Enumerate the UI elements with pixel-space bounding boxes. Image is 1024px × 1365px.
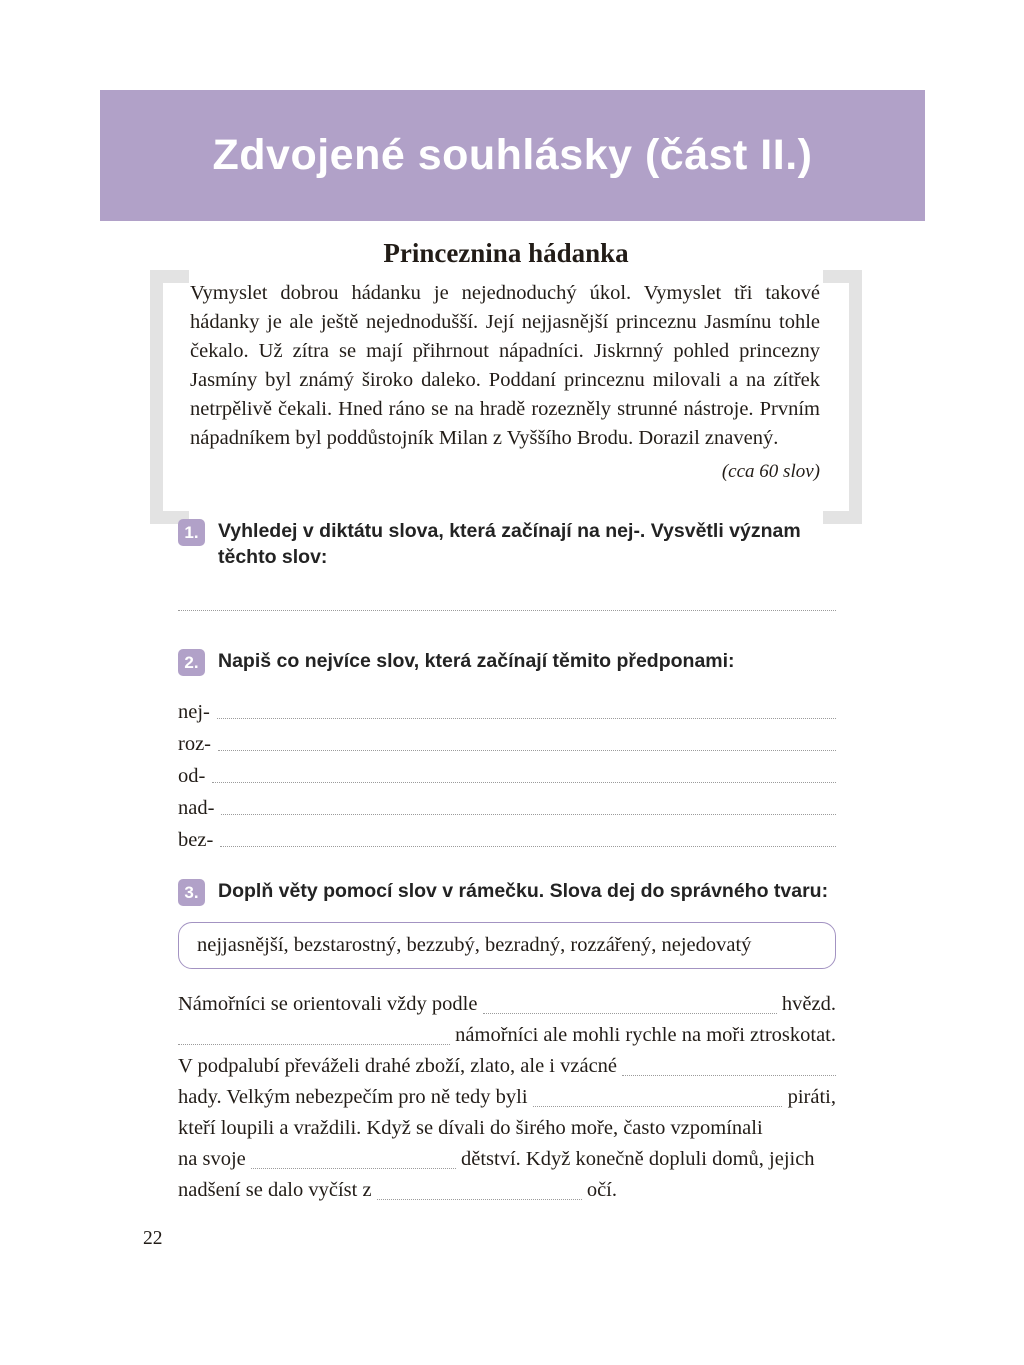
left-bracket-decoration — [150, 270, 189, 524]
fill-blank[interactable] — [533, 1106, 783, 1107]
exercise-1-instruction: Vyhledej v diktátu slova, která začínají na nej-. Vysvětli význam těchto slov: — [218, 520, 801, 568]
chapter-banner — [100, 90, 925, 221]
prefix-label: od- — [178, 765, 206, 787]
fill-text: hvězd. — [776, 993, 836, 1015]
exercise-3-header — [178, 878, 836, 906]
exercise-2-instruction: Napiš co nejvíce slov, která začínají těmito předponami: — [218, 650, 735, 672]
fill-blank[interactable] — [178, 1044, 450, 1045]
word-box-words: nejjasnější, bezstarostný, bezzubý, bezradný, rozzářený, nejedovatý — [197, 934, 752, 956]
fill-text: Námořníci se orientovali vždy podle — [178, 993, 483, 1015]
dictation-title: Princeznina hádanka — [383, 238, 629, 268]
word-count-note: (cca 60 slov) — [721, 461, 820, 482]
exercise-1 — [178, 518, 836, 611]
answer-line[interactable] — [218, 750, 836, 751]
dictation-body — [150, 279, 862, 483]
exercise-3-instruction: Doplň věty pomocí slov v rámečku. Slova dej do správného tvaru: — [218, 880, 829, 902]
prefix-label: bez- — [178, 829, 214, 851]
fill-text: V podpalubí převáželi drahé zboží, zlato, ale i vzácné — [178, 1055, 623, 1077]
fill-text: očí. — [581, 1179, 617, 1201]
fill-line — [178, 1113, 836, 1144]
prefix-rows — [178, 692, 836, 852]
fill-blank[interactable] — [483, 1013, 777, 1014]
fill-text: nadšení se dalo vyčíst z — [178, 1179, 377, 1201]
chapter-title: Zdvojené souhlásky (část II.) — [212, 131, 813, 179]
exercise-2-number-badge: 2. — [178, 649, 205, 676]
exercise-1-header — [178, 518, 836, 570]
answer-line[interactable] — [220, 846, 836, 847]
prefix-row — [178, 820, 836, 852]
dictation-text: Vymyslet dobrou hádanku je nejednoduchý úkol. Vymyslet tři takové hádanky je ale ještě nejednodušší. Její nejjasnější princeznu Jasmínu tohle čekalo. Už zítra se mají přihrnout nápadníci. Jiskrnný pohled princezny Jasmíny byl známý široko daleko. Poddaní princeznu milovali a na zítřek netrpělivě čekali. Hned ráno se na hradě rozezněly strunné nástroje. Prvním nápadníkem byl poddůstojník Milan z Vyššího Brodu. Dorazil znavený. — [190, 282, 820, 449]
answer-line[interactable] — [217, 718, 836, 719]
exercise-3 — [178, 878, 836, 1206]
prefix-label: roz- — [178, 733, 212, 755]
fill-text: námořníci ale mohli rychle na moři ztroskotat. — [450, 1024, 836, 1046]
prefix-label: nad- — [178, 797, 215, 819]
word-box — [178, 922, 836, 969]
fill-text: kteří loupili a vraždili. Když se dívali do širého moře, často vzpomínali — [178, 1117, 763, 1139]
prefix-label: nej- — [178, 701, 210, 723]
prefix-row — [178, 756, 836, 788]
fill-text: hady. Velkým nebezpečím pro ně tedy byli — [178, 1086, 533, 1108]
fill-blank[interactable] — [377, 1199, 582, 1200]
right-bracket-decoration — [823, 270, 862, 524]
exercise-3-number-badge: 3. — [178, 879, 205, 906]
fill-text: na svoje — [178, 1148, 251, 1170]
fill-line — [178, 989, 836, 1020]
dictation-section — [150, 238, 862, 483]
fill-blank[interactable] — [622, 1075, 836, 1076]
answer-line[interactable] — [212, 782, 836, 783]
page-number: 22 — [143, 1228, 163, 1249]
prefix-row — [178, 724, 836, 756]
fill-text: piráti, — [782, 1086, 836, 1108]
fill-text: dětství. Když konečně dopluli domů, jejich — [455, 1148, 815, 1170]
prefix-row — [178, 788, 836, 820]
fill-line — [178, 1020, 836, 1051]
fill-line — [178, 1051, 836, 1082]
fill-line — [178, 1082, 836, 1113]
fill-in-paragraph — [178, 989, 836, 1206]
exercise-1-answer-line[interactable] — [178, 610, 836, 611]
fill-line — [178, 1144, 836, 1175]
exercise-2 — [178, 648, 836, 852]
fill-line — [178, 1175, 836, 1206]
exercise-1-number-badge: 1. — [178, 519, 205, 546]
prefix-row — [178, 692, 836, 724]
exercise-2-header — [178, 648, 836, 676]
answer-line[interactable] — [221, 814, 836, 815]
fill-blank[interactable] — [251, 1168, 456, 1169]
